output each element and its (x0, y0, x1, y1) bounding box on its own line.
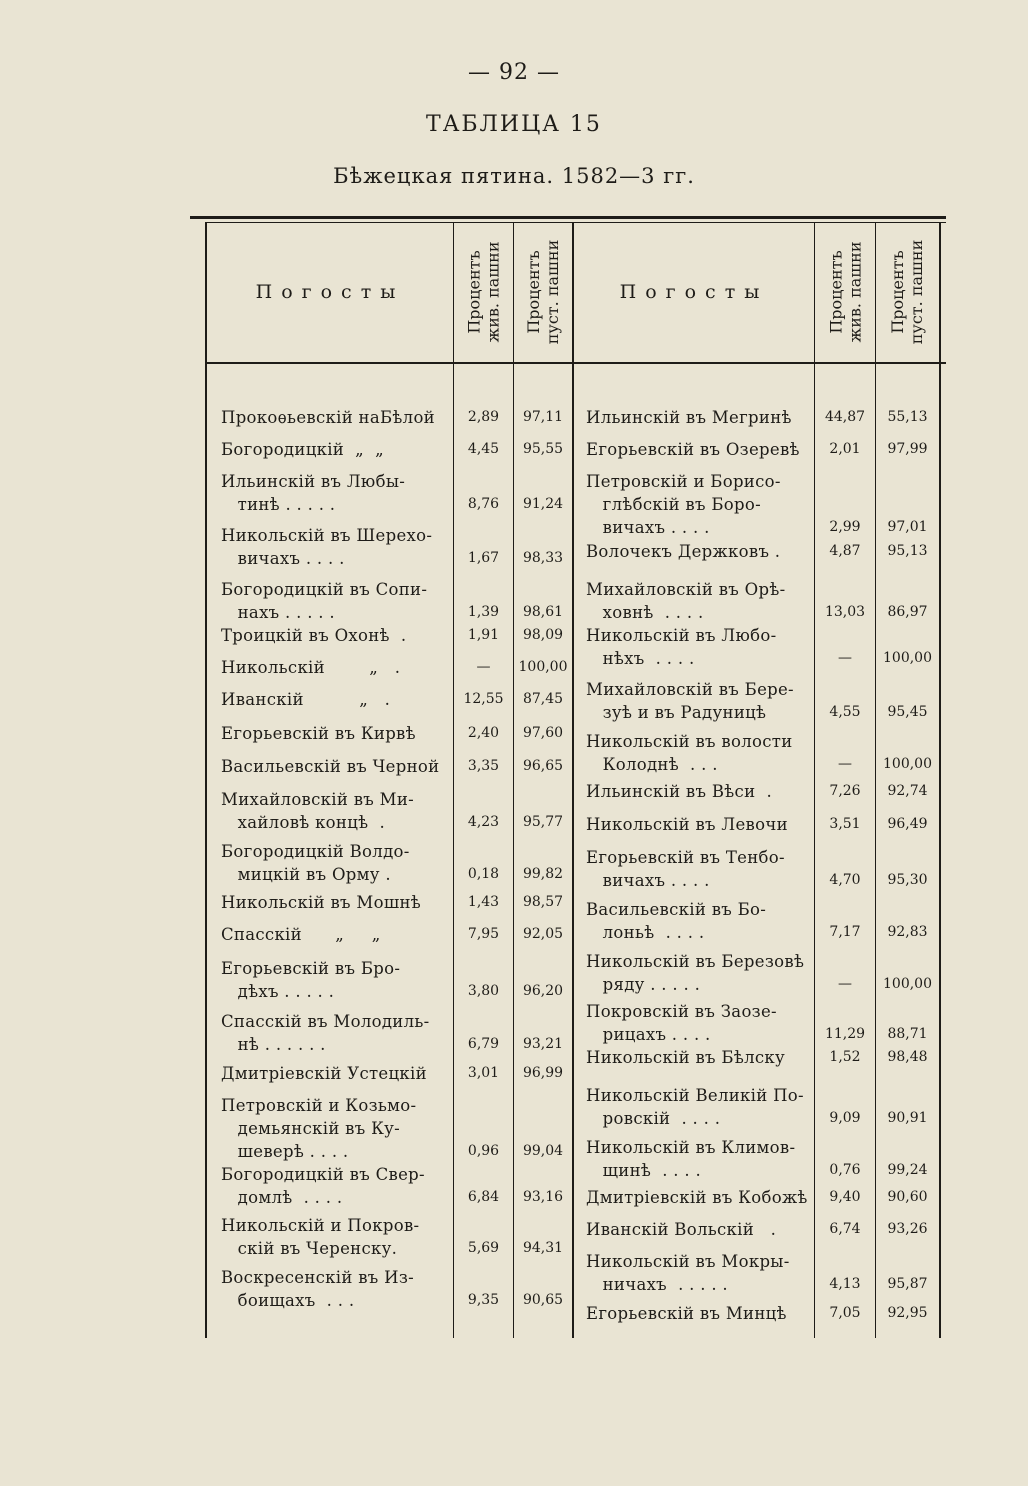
live-percent: 2,01 (829, 441, 861, 457)
pogost-name: Никольскій въ волости Колоднѣ . . . (586, 732, 793, 774)
live-percent: 9,35 (467, 1292, 500, 1308)
column-divider (205, 222, 207, 1338)
pogost-name: Иванскій „ . (221, 690, 391, 709)
live-percent: 3,01 (467, 1065, 500, 1081)
header-empty-right-text: Процентъ пуст. пашни (888, 239, 927, 345)
live-percent: 5,69 (467, 1240, 500, 1256)
live-percent: 4,23 (467, 814, 500, 830)
live-percent: 9,09 (829, 1110, 861, 1126)
empty-percent: 90,91 (887, 1110, 928, 1126)
empty-percent: 97,60 (522, 725, 564, 741)
live-percent: 4,45 (467, 441, 500, 457)
live-percent: 3,80 (467, 983, 500, 999)
live-percent: 12,55 (463, 691, 504, 707)
page-number: — 92 — (468, 60, 560, 85)
live-percent: 2,99 (829, 519, 861, 535)
empty-percent: 93,21 (522, 1036, 564, 1052)
pogost-name: Богородицкій Волдо- мицкій въ Орму . (221, 842, 410, 884)
header-empty-left (514, 222, 572, 362)
header-rule (206, 362, 946, 364)
live-percent: 6,79 (467, 1036, 500, 1052)
header-live-right (815, 222, 875, 362)
empty-percent: 96,20 (522, 983, 564, 999)
pogost-name: Никольскій въ Любо- нѣхъ . . . . (586, 626, 777, 668)
pogost-name: Троицкій въ Охонѣ . (221, 626, 407, 645)
live-percent: 7,26 (829, 783, 861, 799)
pogost-name: Спасскій въ Молодиль- нѣ . . . . . . (221, 1012, 430, 1054)
top-rule (190, 216, 946, 219)
pogost-name: Никольскій Великій По- ровскій . . . . (586, 1086, 804, 1128)
empty-percent: 97,99 (887, 441, 928, 457)
empty-percent: 99,04 (522, 1143, 564, 1159)
pogost-name: Никольскій въ Шерехо- вичахъ . . . . (221, 526, 433, 568)
pogost-name: Егорьевскій въ Озеревѣ (586, 440, 800, 459)
pogost-name: Никольскій въ Березовѣ ряду . . . . . (586, 952, 805, 994)
live-percent: — (838, 976, 852, 992)
empty-percent: 100,00 (883, 650, 932, 666)
header-pogosty-left: Погосты (255, 281, 405, 303)
live-percent: 1,43 (467, 894, 500, 910)
empty-percent: 92,95 (887, 1305, 928, 1321)
empty-percent: 88,71 (887, 1026, 928, 1042)
pogost-name: Васильевскій въ Бо- лоньѣ . . . . (586, 900, 767, 942)
empty-percent: 91,24 (522, 496, 564, 512)
header-live-right-text: Процентъ жив. пашни (826, 241, 864, 343)
header-pogosty-right: Погосты (619, 281, 769, 303)
column-divider (939, 222, 941, 1338)
live-percent: 0,96 (467, 1143, 500, 1159)
live-percent: — (476, 659, 491, 675)
live-percent: 4,70 (829, 872, 861, 888)
pogost-name: Егорьевскій въ Бро- дѣхъ . . . . . (221, 959, 401, 1001)
empty-percent: 100,00 (883, 756, 932, 772)
live-percent: — (838, 756, 852, 772)
pogost-name: Никольскій въ Бѣлску (586, 1048, 786, 1067)
pogost-name: Васильевскій въ Черной (221, 757, 440, 776)
empty-percent: 95,45 (887, 704, 928, 720)
empty-percent: 96,99 (522, 1065, 564, 1081)
pogost-name: Михайловскій въ Ми- хайловѣ концѣ . (221, 790, 415, 832)
live-percent: 6,74 (829, 1221, 861, 1237)
live-percent: 4,55 (829, 704, 861, 720)
pogost-name: Никольскій въ Мокры- ничахъ . . . . . (586, 1252, 790, 1294)
pogost-name: Петровскій и Борисо- глѣбскій въ Боро- вичахъ . . . . (586, 472, 781, 537)
empty-percent: 92,74 (887, 783, 928, 799)
pogost-name: Дмитріевскій въ Кобожѣ (586, 1188, 808, 1207)
empty-percent: 95,55 (522, 441, 564, 457)
empty-percent: 95,13 (887, 543, 928, 559)
empty-percent: 100,00 (883, 976, 932, 992)
live-percent: 44,87 (824, 409, 866, 425)
empty-percent: 99,24 (887, 1162, 928, 1178)
pogost-name: Егорьевскій въ Минцѣ (586, 1304, 787, 1323)
pogost-name: Богородицкій „ „ (221, 440, 384, 459)
live-percent: 8,76 (467, 496, 500, 512)
empty-percent: 93,16 (522, 1189, 564, 1205)
empty-percent: 100,00 (518, 659, 568, 675)
column-divider (572, 222, 574, 1338)
header-live-left (454, 222, 513, 362)
empty-percent: 93,26 (887, 1221, 928, 1237)
pogost-name: Спасскій „ „ (221, 925, 381, 944)
empty-percent: 94,31 (522, 1240, 564, 1256)
pogost-name: Волочекъ Держковъ . (586, 542, 781, 561)
empty-percent: 98,09 (522, 627, 564, 643)
live-percent: 4,87 (829, 543, 861, 559)
pogost-name: Ильинскій въ Мегринѣ (586, 408, 792, 427)
empty-percent: 86,97 (887, 604, 928, 620)
empty-percent: 98,61 (522, 604, 564, 620)
live-percent: 4,13 (829, 1276, 861, 1292)
live-percent: 7,17 (829, 924, 861, 940)
column-divider (513, 222, 514, 1338)
live-percent: 6,84 (467, 1189, 500, 1205)
pogost-name: Богородицкій въ Сопи- нахъ . . . . . (221, 580, 428, 622)
live-percent: 0,18 (467, 866, 500, 882)
live-percent: 7,05 (829, 1305, 861, 1321)
live-percent: 3,51 (829, 816, 861, 832)
pogost-name: Егорьевскій въ Кирвѣ (221, 724, 416, 743)
pogost-name: Покровскій въ Заозе- рицахъ . . . . (586, 1002, 777, 1044)
empty-percent: 96,65 (522, 758, 564, 774)
empty-percent: 90,65 (522, 1292, 564, 1308)
pogost-name: Михайловскій въ Бере- зуѣ и въ Радуницѣ (586, 680, 794, 722)
pogost-name: Богородицкій въ Свер- домлѣ . . . . (221, 1165, 425, 1207)
empty-percent: 98,57 (522, 894, 564, 910)
pogost-name: Михайловскій въ Орѣ- ховнѣ . . . . (586, 580, 786, 622)
pogost-name: Иванскій Вольскій . (586, 1220, 777, 1239)
pogost-name: Ильинскій въ Любы- тинѣ . . . . . (221, 472, 406, 514)
empty-percent: 95,77 (522, 814, 564, 830)
header-live-left-text: Процентъ жив. пашни (464, 241, 503, 343)
empty-percent: 96,49 (887, 816, 928, 832)
table-title: ТАБЛИЦА 15 (426, 112, 602, 137)
live-percent: 13,03 (824, 604, 866, 620)
live-percent: 7,95 (467, 926, 500, 942)
pogost-name: Никольскій „ . (221, 658, 401, 677)
header-empty-right (876, 222, 939, 362)
pogost-name: Никольскій въ Левочи (586, 815, 788, 834)
pogost-name: Ильинскій въ Вѣси . (586, 782, 773, 801)
live-percent: 9,40 (829, 1189, 861, 1205)
empty-percent: 95,30 (887, 872, 928, 888)
pogost-name: Дмитріевскій Устецкій (221, 1064, 427, 1083)
live-percent: 2,40 (467, 725, 500, 741)
empty-percent: 99,82 (522, 866, 564, 882)
empty-percent: 92,83 (887, 924, 928, 940)
live-percent: 1,39 (467, 604, 500, 620)
live-percent: 2,89 (467, 409, 500, 425)
live-percent: — (838, 650, 852, 666)
empty-percent: 98,48 (887, 1049, 928, 1065)
empty-percent: 97,01 (887, 519, 928, 535)
pogost-name: Никольскій и Покров- скій въ Черенску. (221, 1216, 420, 1258)
pogost-name: Петровскій и Козьмо- демьянскій въ Ку- шеверѣ . . . . (221, 1096, 417, 1161)
column-divider (453, 222, 454, 1338)
live-percent: 1,67 (467, 550, 500, 566)
empty-percent: 87,45 (522, 691, 564, 707)
live-percent: 3,35 (467, 758, 500, 774)
empty-percent: 55,13 (887, 409, 928, 425)
pogost-name: Егорьевскій въ Тенбо- вичахъ . . . . (586, 848, 785, 890)
empty-percent: 92,05 (522, 926, 564, 942)
live-percent: 1,52 (829, 1049, 861, 1065)
header-empty-left-text: Процентъ пуст. пашни (524, 239, 562, 345)
pogost-name: Прокоѳьевскій наБѣлой (221, 408, 435, 427)
empty-percent: 95,87 (887, 1276, 928, 1292)
pogost-name: Воскресенскій въ Из- боищахъ . . . (221, 1268, 415, 1310)
live-percent: 1,91 (467, 627, 500, 643)
empty-percent: 90,60 (887, 1189, 928, 1205)
live-percent: 11,29 (824, 1026, 866, 1042)
pogost-name: Никольскій въ Мошнѣ (221, 893, 422, 912)
live-percent: 0,76 (829, 1162, 861, 1178)
table-subtitle: Бѣжецкая пятина. 1582—3 гг. (333, 164, 695, 188)
empty-percent: 98,33 (522, 550, 564, 566)
empty-percent: 97,11 (522, 409, 564, 425)
pogost-name: Никольскій въ Климов- щинѣ . . . . (586, 1138, 796, 1180)
